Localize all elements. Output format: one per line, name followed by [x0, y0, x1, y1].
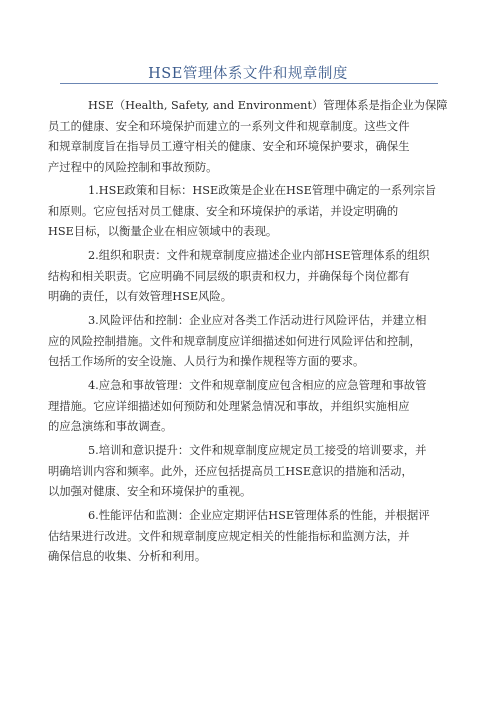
- paragraph-organization: [48, 246, 453, 308]
- paragraph-line: 的应急演练和事故调查。: [48, 420, 173, 433]
- paragraph-training: [48, 441, 453, 503]
- paragraph-line: 结构和相关职责。它应明确不同层级的职责和权力，并确保每个岗位都有: [48, 269, 410, 283]
- paragraph-intro: [48, 96, 453, 178]
- paragraph-line: HSE（Health, Safety, and Environment）管理体系是指企业为保障: [88, 99, 448, 112]
- paragraph-line: 5.培训和意识提升：文件和规章制度应规定员工接受的培训要求，并: [88, 444, 427, 457]
- paragraph-line: 员工的健康、安全和环境保护而建立的一系列文件和规章制度。这些文件: [48, 119, 410, 133]
- paragraph-line: 明确培训内容和频率。此外，还应包括提高员工HSE意识的措施和活动，: [48, 464, 413, 478]
- document-title: HSE管理体系文件和规章制度: [148, 66, 348, 82]
- paragraph-line: 应的风险控制措施。文件和规章制度应详细描述如何进行风险评估和控制，: [48, 334, 421, 348]
- paragraph-line: 包括工作场所的安全设施、人员行为和操作规程等方面的要求。: [48, 355, 365, 368]
- paragraph-policy: [48, 181, 453, 243]
- paragraph-line: 1.HSE政策和目标：HSE政策是企业在HSE管理中确定的一系列宗旨: [88, 184, 437, 197]
- paragraph-line: 产过程中的风险控制和事故预防。: [48, 160, 218, 174]
- paragraph-line: HSE目标，以衡量企业在相应领域中的表现。: [48, 225, 278, 238]
- paragraph-emergency: [48, 376, 453, 438]
- paragraph-performance: [48, 506, 453, 568]
- paragraph-line: 以加强对健康、安全和环境保护的重视。: [48, 485, 252, 498]
- paragraph-line: 确保信息的收集、分析和利用。: [48, 550, 207, 563]
- title-underline: [60, 83, 438, 84]
- paragraph-line: 和原则。它应包括对员工健康、安全和环境保护的承诺，并设定明确的: [48, 204, 399, 218]
- paragraph-line: 2.组织和职责：文件和规章制度应描述企业内部HSE管理体系的组织: [88, 249, 430, 262]
- paragraph-line: 明确的责任，以有效管理HSE风险。: [48, 290, 232, 303]
- paragraph-risk: [48, 311, 453, 373]
- paragraph-line: 估结果进行改进。文件和规章制度应规定相关的性能指标和监测方法，并: [48, 529, 410, 543]
- paragraph-line: 和规章制度旨在指导员工遵守相关的健康、安全和环境保护要求，确保生: [48, 140, 410, 153]
- paragraph-line: 4.应急和事故管理：文件和规章制度应包含相应的应急管理和事故管: [88, 379, 427, 392]
- paragraph-line: 理措施。它应详细描述如何预防和处理紧急情况和事故，并组织实施相应: [48, 399, 410, 413]
- paragraph-line: 3.风险评估和控制：企业应对各类工作活动进行风险评估，并建立相: [88, 314, 427, 327]
- paragraph-line: 6.性能评估和监测：企业应定期评估HSE管理体系的性能，并根据评: [88, 509, 430, 522]
